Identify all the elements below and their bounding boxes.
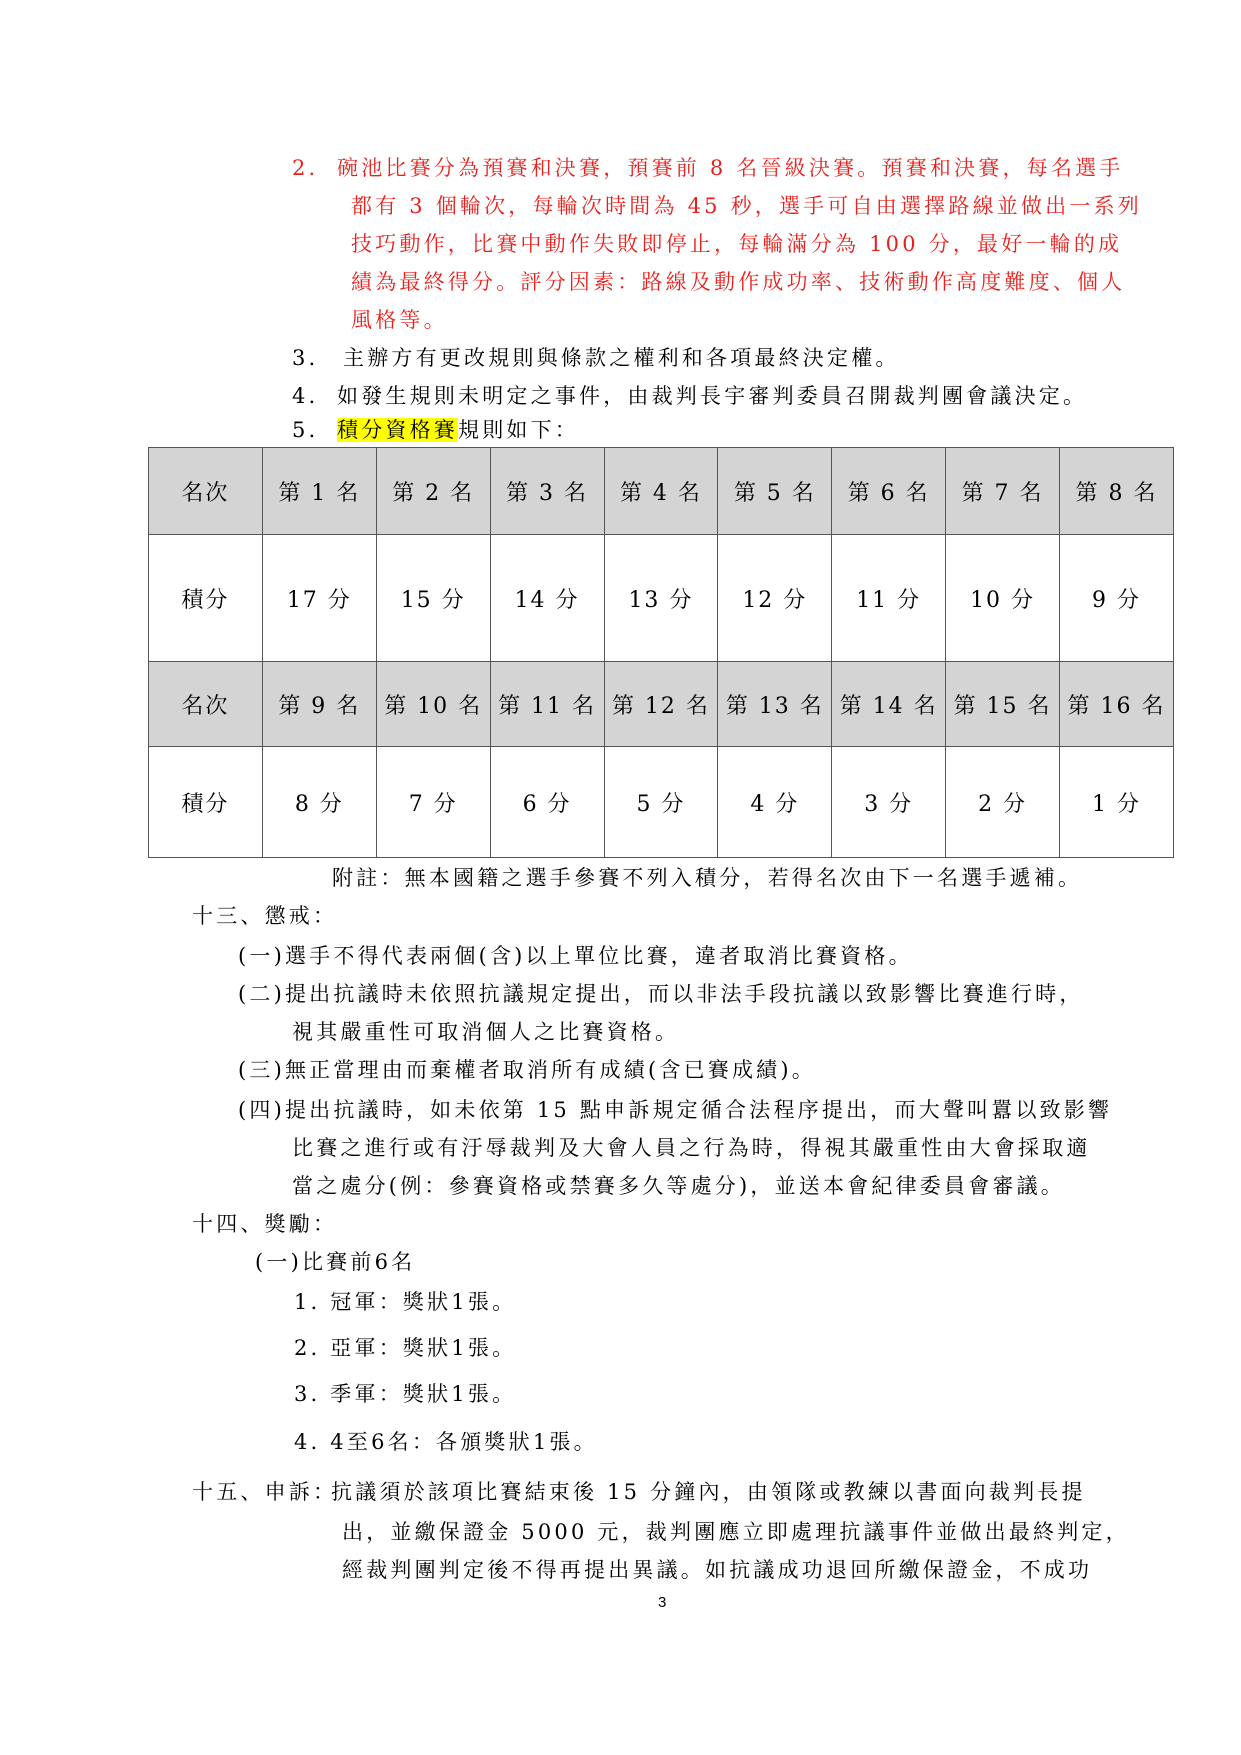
table-cell-label: 積分 [149,747,263,858]
table-cell: 第 11 名 [490,662,604,747]
table-cell: 第 14 名 [832,662,946,747]
table-row [149,662,1174,747]
rule-5-rest: 規則如下： [458,418,579,442]
table-cell: 第 5 名 [718,448,832,535]
rule-4-text: 如發生規則未明定之事件，由裁判長宇審判委員召開裁判團會議決定。 [337,384,1088,408]
table-cell: 第 12 名 [604,662,718,747]
section-15-line-2: 出，並繳保證金 5000 元，裁判團應立即處理抗議事件並做出最終判定， [342,1520,1130,1544]
table-cell: 8 分 [262,747,376,858]
section-13-p1: (一)選手不得代表兩個(含)以上單位比賽，違者取消比賽資格。 [238,944,913,968]
table-cell: 17 分 [262,535,376,662]
highlighted-term: 積分資格賽 [337,418,458,442]
rule-3-number: 3. [292,346,319,370]
award-item: 4. 4至6名：各頒獎狀1張。 [294,1430,598,1454]
table-cell: 第 9 名 [262,662,376,747]
rule-5-text [337,412,579,448]
section-14-title: 十四、獎勵： [192,1212,338,1236]
section-13-p2-line-2: 視其嚴重性可取消個人之比賽資格。 [292,1020,680,1044]
rule-5-number: 5. [292,418,319,442]
rule-2-line-2: 都有 3 個輪次，每輪次時間為 45 秒，選手可自由選擇路線並做出一系列 [351,194,1142,218]
table-row [149,448,1174,535]
table-cell: 11 分 [832,535,946,662]
table-cell: 第 6 名 [832,448,946,535]
table-cell-label: 名次 [149,448,263,535]
table-cell: 6 分 [490,747,604,858]
rule-4-number: 4. [292,384,319,408]
table-cell: 第 1 名 [262,448,376,535]
table-cell: 2 分 [946,747,1060,858]
section-15-line-3: 經裁判團判定後不得再提出異議。如抗議成功退回所繳保證金，不成功 [342,1558,1093,1582]
table-cell: 9 分 [1060,535,1174,662]
rule-2-line-4: 績為最終得分。評分因素：路線及動作成功率、技術動作高度難度、個人 [351,270,1126,294]
rule-3-text: 主辦方有更改規則與條款之權利和各項最終決定權。 [343,346,900,370]
table-cell-label: 名次 [149,662,263,747]
table-cell: 第 3 名 [490,448,604,535]
table-cell: 13 分 [604,535,718,662]
award-item: 3. 季軍：獎狀1張。 [294,1382,517,1406]
rule-2-line-1: 碗池比賽分為預賽和決賽，預賽前 8 名晉級決賽。預賽和決賽，每名選手 [337,156,1124,180]
rule-2-number: 2. [292,156,319,180]
table-footnote: 附註：無本國籍之選手參賽不列入積分，若得名次由下一名選手遞補。 [332,866,1083,890]
table-cell-label: 積分 [149,535,263,662]
table-cell: 7 分 [376,747,490,858]
page-number: 3 [658,1594,667,1611]
table-cell: 第 10 名 [376,662,490,747]
rule-2-line-5: 風格等。 [351,308,448,332]
section-13-p4-line-1: (四)提出抗議時，如未依第 15 點申訴規定循合法程序提出，而大聲叫囂以致影響 [238,1098,1113,1122]
table-cell: 14 分 [490,535,604,662]
points-table [148,447,1174,858]
section-13-p4-line-2: 比賽之進行或有汙辱裁判及大會人員之行為時，得視其嚴重性由大會採取適 [292,1136,1091,1160]
award-item: 1. 冠軍：獎狀1張。 [294,1290,517,1314]
rule-2-line-3: 技巧動作，比賽中動作失敗即停止，每輪滿分為 100 分，最好一輪的成 [351,232,1123,256]
section-13-p3: (三)無正當理由而棄權者取消所有成績(含已賽成績)。 [238,1058,816,1082]
table-cell: 第 8 名 [1060,448,1174,535]
table-cell: 第 2 名 [376,448,490,535]
section-15-title: 十五、申訴： [192,1480,338,1504]
table-cell: 第 7 名 [946,448,1060,535]
table-cell: 15 分 [376,535,490,662]
table-cell: 12 分 [718,535,832,662]
section-13-p2-line-1: (二)提出抗議時未依照抗議規定提出，而以非法手段抗議以致影響比賽進行時， [238,982,1084,1006]
award-item: 2. 亞軍：獎狀1張。 [294,1336,517,1360]
section-15-line-1: 抗議須於該項比賽結束後 15 分鐘內，由領隊或教練以書面向裁判長提 [331,1480,1086,1504]
table-cell: 第 16 名 [1060,662,1174,747]
table-row [149,535,1174,662]
section-13-title: 十三、懲戒： [192,904,338,928]
table-cell: 第 4 名 [604,448,718,535]
table-cell: 5 分 [604,747,718,858]
table-cell: 4 分 [718,747,832,858]
table-row [149,747,1174,858]
section-14-sub: (一)比賽前6名 [255,1250,416,1274]
table-cell: 10 分 [946,535,1060,662]
table-cell: 1 分 [1060,747,1174,858]
section-13-p4-line-3: 當之處分(例：參賽資格或禁賽多久等處分)，並送本會紀律委員會審議。 [292,1174,1065,1198]
table-cell: 3 分 [832,747,946,858]
table-cell: 第 15 名 [946,662,1060,747]
table-cell: 第 13 名 [718,662,832,747]
